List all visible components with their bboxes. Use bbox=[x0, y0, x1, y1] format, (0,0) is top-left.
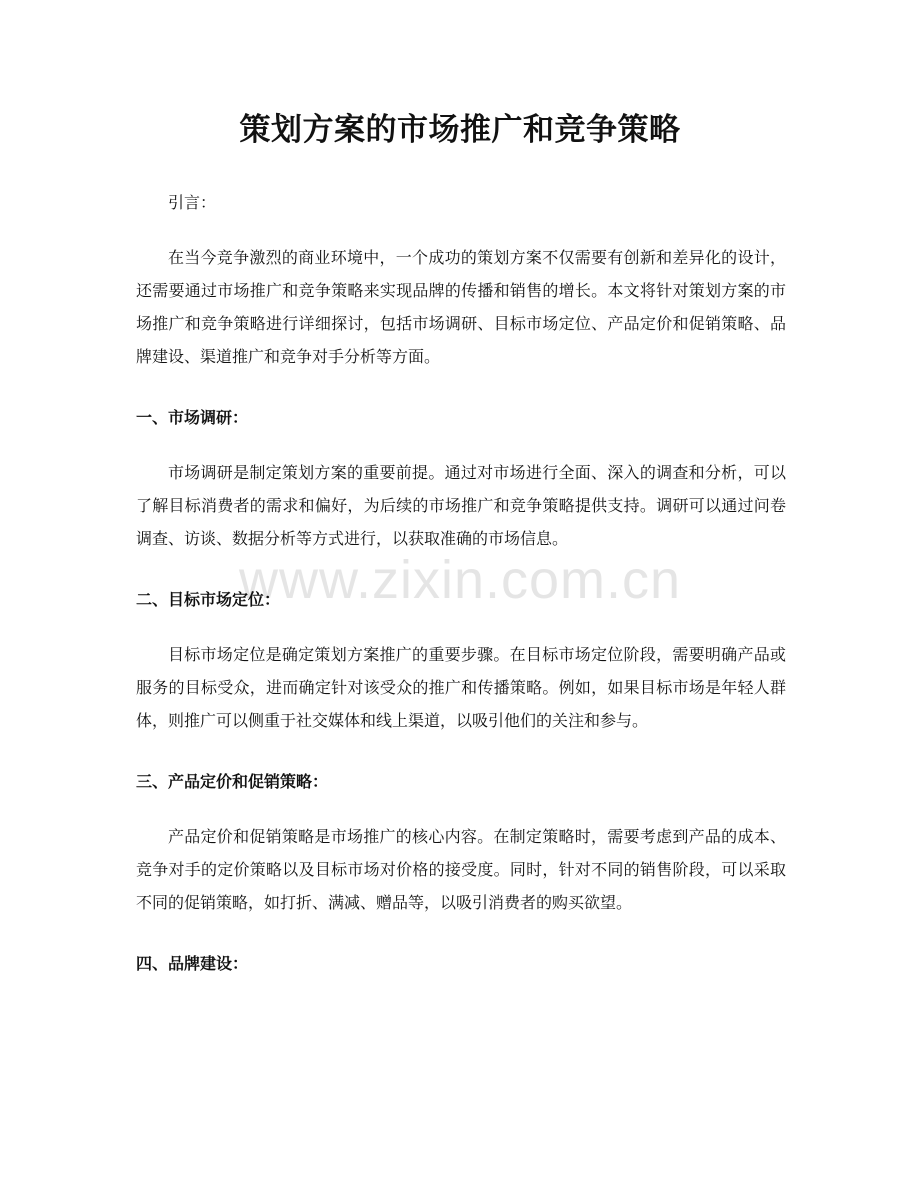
intro-label: 引言： bbox=[168, 193, 217, 212]
section-body-pricing-promotion: 产品定价和促销策略是市场推广的核心内容。在制定策略时，需要考虑到产品的成本、竞争对手的定价策略以及目标市场对价格的接受度。同时，针对不同的销售阶段，可以采取不同的促销策略，如打折、满减、赠品等，以吸引消费者的购买欲望。 bbox=[136, 827, 786, 912]
section-heading-target-market: 二、目标市场定位： bbox=[136, 590, 281, 609]
section-heading-market-research: 一、市场调研： bbox=[136, 408, 249, 427]
watermark: www.zixin.com.cn bbox=[238, 550, 682, 610]
section-body-target-market: 目标市场定位是确定策划方案推广的重要步骤。在目标市场定位阶段，需要明确产品或服务的目标受众，进而确定针对该受众的推广和传播策略。例如，如果目标市场是年轻人群体，则推广可以侧重于社交媒体和线上渠道，以吸引他们的关注和参与。 bbox=[136, 645, 786, 730]
document-body bbox=[136, 186, 786, 1002]
page-title: 策划方案的市场推广和竞争策略 bbox=[239, 112, 681, 148]
intro-paragraph: 在当今竞争激烈的商业环境中，一个成功的策划方案不仅需要有创新和差异化的设计，还需要通过市场推广和竞争策略来实现品牌的传播和销售的增长。本文将针对策划方案的市场推广和竞争策略进行详细探讨，包括市场调研、目标市场定位、产品定价和促销策略、品牌建设、渠道推广和竞争对手分析等方面。 bbox=[136, 248, 786, 366]
section-heading-brand-building: 四、品牌建设： bbox=[136, 954, 249, 973]
section-heading-pricing-promotion: 三、产品定价和促销策略： bbox=[136, 772, 329, 791]
section-body-market-research: 市场调研是制定策划方案的重要前提。通过对市场进行全面、深入的调查和分析，可以了解目标消费者的需求和偏好，为后续的市场推广和竞争策略提供支持。调研可以通过问卷调查、访谈、数据分析等方式进行，以获取准确的市场信息。 bbox=[136, 463, 786, 548]
